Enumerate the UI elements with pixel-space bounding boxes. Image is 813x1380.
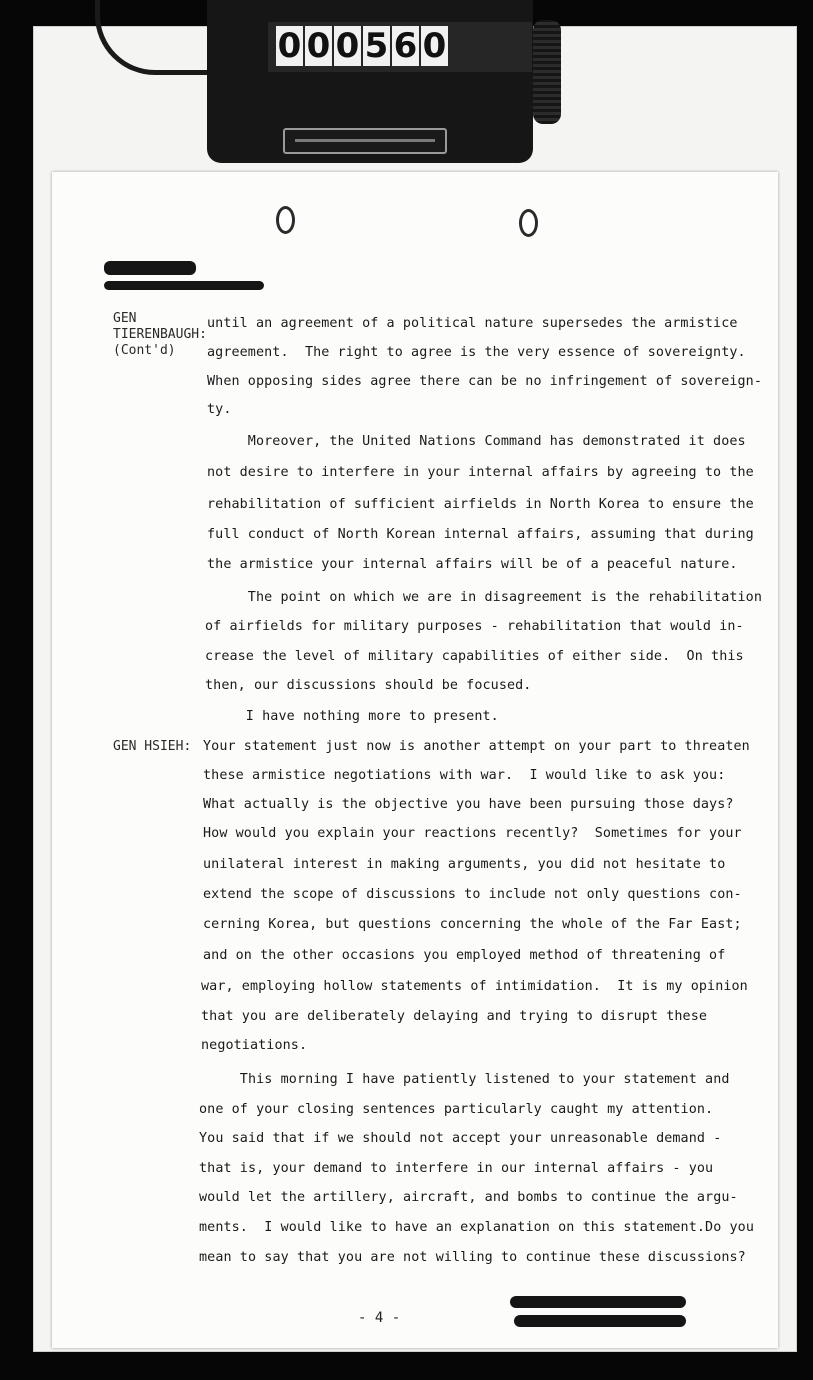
counter-digit: 0: [335, 26, 360, 66]
text-line: war, employing hollow statements of intimidation. It is my opinion: [201, 979, 748, 994]
text-line: that you are deliberately delaying and trying to disrupt these: [201, 1009, 708, 1024]
counter-digit: 5: [364, 26, 389, 66]
text-line: would let the artillery, aircraft, and bombs to continue the argu-: [199, 1190, 738, 1205]
text-line: these armistice negotiations with war. I would like to ask you:: [203, 768, 726, 783]
speaker-label-hsieh: GEN HSIEH:: [113, 739, 192, 754]
text-line: You said that if we should not accept your unreasonable demand -: [199, 1131, 722, 1146]
text-line: extend the scope of discussions to include not only questions con-: [203, 887, 742, 902]
text-line: one of your closing sentences particularly caught my attention.: [199, 1102, 714, 1117]
text-line: and on the other occasions you employed method of threatening of: [203, 948, 726, 963]
text-line: The point on which we are in disagreement is the rehabilitation: [207, 590, 763, 605]
text-line: When opposing sides agree there can be no infringement of sovereign-: [207, 374, 763, 389]
text-line: full conduct of North Korean internal affairs, assuming that during: [207, 527, 754, 542]
text-line: that is, your demand to interfere in our internal affairs - you: [199, 1161, 714, 1176]
text-line: crease the level of military capabilities of either side. On this: [205, 649, 744, 664]
counter-digit: 0: [277, 26, 302, 66]
counter-knob: [533, 20, 561, 124]
text-line: of airfields for military purposes - rehabilitation that would in-: [205, 619, 744, 634]
text-line: cerning Korea, but questions concerning the whole of the Far East;: [203, 917, 742, 932]
text-line: mean to say that you are not willing to continue these discussions?: [199, 1250, 746, 1265]
text-line: ty.: [207, 402, 232, 417]
frame-counter-digits: [276, 26, 448, 66]
redaction-mark-bottom-b: [514, 1315, 686, 1327]
text-line: Your statement just now is another attempt on your part to threaten: [203, 739, 750, 754]
text-line: not desire to interfere in your internal affairs by agreeing to the: [207, 465, 754, 480]
text-line: What actually is the objective you have been pursuing those days?: [203, 797, 734, 812]
text-line: then, our discussions should be focused.: [205, 678, 532, 693]
counter-plate: [283, 128, 447, 154]
text-line: rehabilitation of sufficient airfields in North Korea to ensure the: [207, 497, 754, 512]
text-line: Moreover, the United Nations Command has demonstrated it does: [207, 434, 746, 449]
counter-digit: 6: [393, 26, 418, 66]
page-number: - 4 -: [358, 1310, 401, 1326]
text-line: agreement. The right to agree is the very essence of sovereignty.: [207, 345, 746, 360]
text-line: unilateral interest in making arguments, you did not hesitate to: [203, 857, 726, 872]
text-line: How would you explain your reactions recently? Sometimes for your: [203, 826, 742, 841]
text-line: negotiations.: [201, 1038, 308, 1053]
counter-digit: 0: [306, 26, 331, 66]
redaction-mark-security: [104, 281, 264, 290]
text-line: until an agreement of a political nature supersedes the armistice: [207, 316, 738, 331]
text-line: This morning I have patiently listened to your statement and: [199, 1072, 730, 1087]
text-line: I have nothing more to present.: [205, 709, 499, 724]
punch-hole-left: [276, 206, 295, 234]
redaction-mark-top: [104, 261, 196, 275]
text-line: the armistice your internal affairs will be of a peaceful nature.: [207, 557, 738, 572]
text-line: ments. I would like to have an explanation on this statement.Do you: [199, 1220, 755, 1235]
speaker-label-first: GEN TIERENBAUGH: (Cont'd): [113, 311, 207, 358]
punch-hole-right: [519, 209, 538, 237]
counter-digit: 0: [422, 26, 447, 66]
redaction-mark-bottom-a: [510, 1296, 686, 1308]
